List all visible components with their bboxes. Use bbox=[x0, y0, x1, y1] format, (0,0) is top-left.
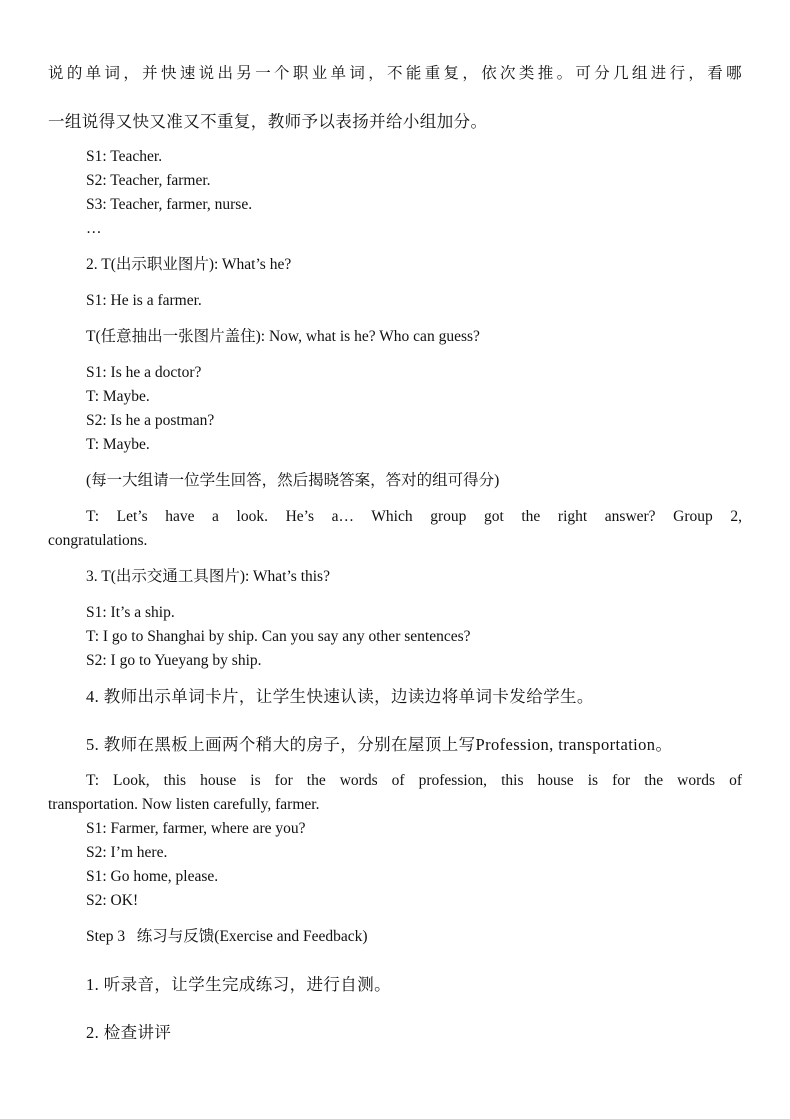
dialogue-line: T: Maybe. bbox=[86, 388, 150, 405]
step-item-5: 5. 教师在黑板上画两个稍大的房子，分别在屋顶上写Profession, transportation。 bbox=[86, 735, 673, 754]
dialogue-line: S1: It’s a ship. bbox=[86, 604, 175, 621]
dialogue-line: S2: I go to Yueyang by ship. bbox=[86, 652, 262, 669]
exercise-item-2: 2. 检查讲评 bbox=[86, 1023, 172, 1042]
dialogue-line: S1: Teacher. bbox=[86, 148, 163, 165]
dialogue-line: S1: Go home, please. bbox=[86, 868, 219, 885]
dialogue-line: transportation. Now listen carefully, farmer. bbox=[48, 796, 320, 813]
dialogue-line: S2: Teacher, farmer. bbox=[86, 172, 211, 189]
exercise-item-1: 1. 听录音，让学生完成练习，进行自测。 bbox=[86, 975, 391, 994]
dialogue-line: congratulations. bbox=[48, 532, 148, 549]
dialogue-line: S3: Teacher, farmer, nurse. bbox=[86, 196, 253, 213]
ellipsis-line: … bbox=[86, 220, 102, 237]
paragraph-line: 一组说得又快又准又不重复，教师予以表扬并给小组加分。 bbox=[48, 112, 488, 131]
dialogue-line: T(任意抽出一张图片盖住): Now, what is he? Who can guess? bbox=[86, 328, 480, 345]
dialogue-line: S1: Is he a doctor? bbox=[86, 364, 202, 381]
paragraph-line: 说的单词，并快速说出另一个职业单词，不能重复，依次类推。可分几组进行，看哪 bbox=[48, 65, 742, 82]
dialogue-line: S2: Is he a postman? bbox=[86, 412, 215, 429]
step-item-4: 4. 教师出示单词卡片，让学生快速认读，边读边将单词卡发给学生。 bbox=[86, 687, 594, 706]
dialogue-line: S2: OK! bbox=[86, 892, 139, 909]
step-item-3: 3. T(出示交通工具图片): What’s this? bbox=[86, 568, 330, 585]
dialogue-line: T: Let’s have a look. He’s a… Which group got the right answer? Group 2, bbox=[86, 508, 742, 525]
dialogue-line: T: Maybe. bbox=[86, 436, 150, 453]
section-heading: Step 3 练习与反馈(Exercise and Feedback) bbox=[86, 928, 368, 945]
dialogue-line: S1: He is a farmer. bbox=[86, 292, 202, 309]
dialogue-line: T: Look, this house is for the words of profession, this house is for the words of bbox=[86, 772, 742, 789]
dialogue-line: S2: I’m here. bbox=[86, 844, 168, 861]
dialogue-line: T: I go to Shanghai by ship. Can you say any other sentences? bbox=[86, 628, 471, 645]
dialogue-line: S1: Farmer, farmer, where are you? bbox=[86, 820, 306, 837]
note-line: (每一大组请一位学生回答，然后揭晓答案，答对的组可得分) bbox=[86, 472, 500, 489]
step-item-2: 2. T(出示职业图片): What’s he? bbox=[86, 256, 292, 273]
